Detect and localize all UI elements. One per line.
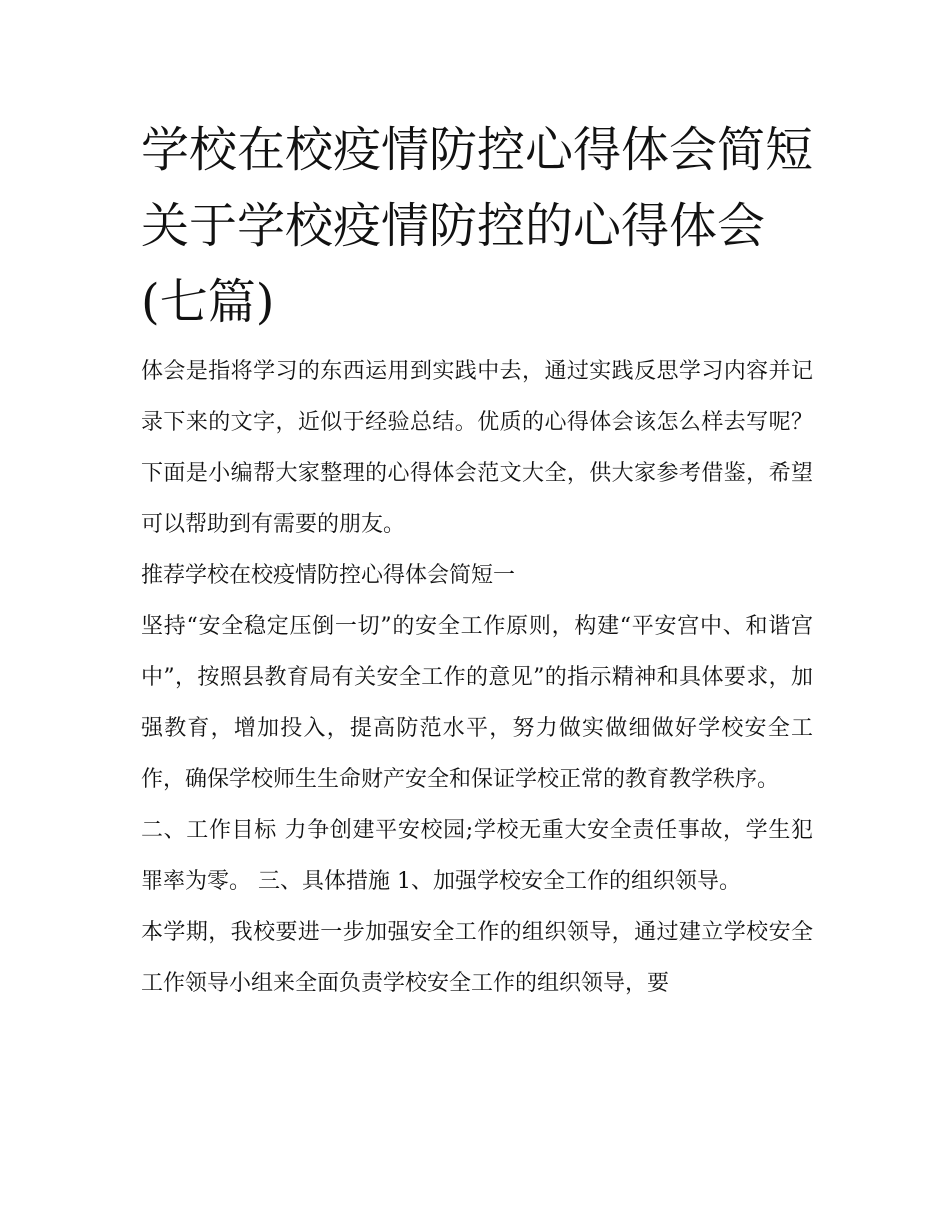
section-heading: 推荐学校在校疫情防控心得体会简短一 [141,563,516,588]
body-paragraph: 二、工作目标 力争创建平安校园;学校无重大安全责任事故，学生犯罪率为零。 三、具体措施 1、加强学校安全工作的组织领导。 [141,818,813,894]
document-title: 学校在校疫情防控心得体会简短 关于学校疫情防控的心得体会(七篇) [141,122,814,330]
body-paragraph: 坚持“安全稳定压倒一切”的安全工作原则，构建“平安宫中、和谐宫中”，按照县教育局有关安全工作的意见”的指示精神和具体要求，加强教育，增加投入，提高防范水平，努力做实做细做好学校安全工作，确保学校师生生命财产安全和保证学校正常的教育教学秩序。 [141,614,813,792]
document-page [141,112,813,1009]
intro-paragraph: 体会是指将学习的东西运用到实践中去，通过实践反思学习内容并记录下来的文字，近似于经验总结。优质的心得体会该怎么样去写呢？下面是小编帮大家整理的心得体会范文大全，供大家参考借鉴，希望可以帮助到有需要的朋友。 [141,359,813,537]
body-paragraph: 本学期，我校要进一步加强安全工作的组织领导，通过建立学校安全工作领导小组来全面负责学校安全工作的组织领导，要 [141,920,813,996]
